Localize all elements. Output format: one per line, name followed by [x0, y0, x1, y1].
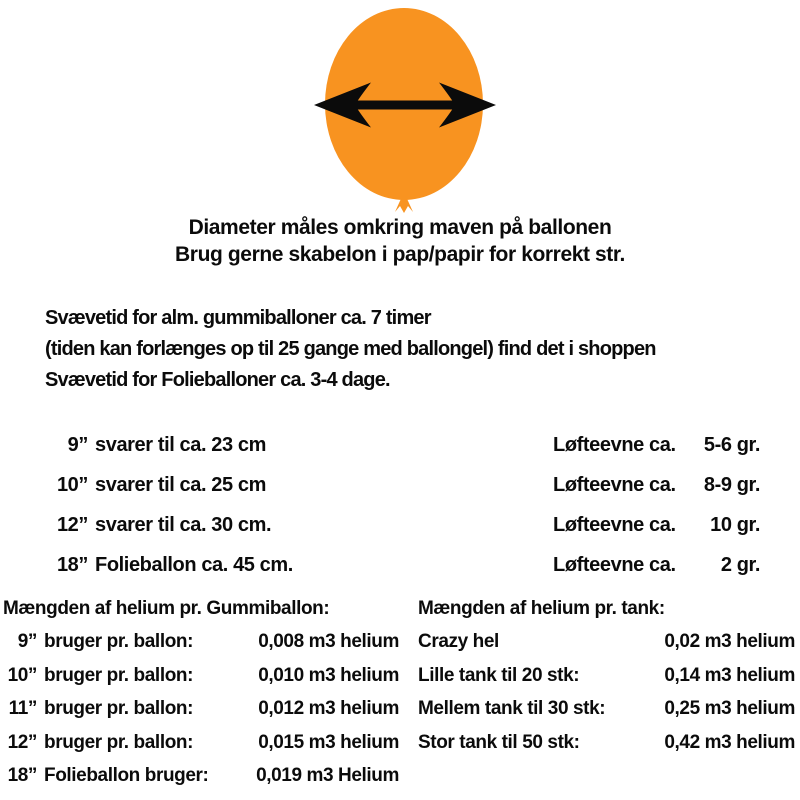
balloon-size: 10” — [7, 664, 37, 686]
balloon-figure — [0, 0, 800, 215]
lift-capacity — [553, 545, 760, 585]
size-label: svarer til ca. 23 cm — [95, 434, 267, 456]
row-label: bruger pr. ballon: — [44, 664, 194, 686]
balloon-size: 10” — [56, 474, 88, 496]
helium-amount: 0,14 m3 helium — [664, 664, 795, 686]
helium-amount: 0,25 m3 helium — [664, 698, 795, 720]
size-row — [50, 505, 760, 545]
lift-value: 5-6 gr. — [703, 434, 760, 456]
caption-line-2: Brug gerne skabelon i pap/papir for korrekt str. — [175, 243, 625, 266]
balloon-size: 12” — [7, 731, 37, 753]
helium-tank-row — [418, 692, 795, 725]
float-info-line: (tiden kan forlænges op til 25 gange med ballongel) find det i shoppen — [45, 338, 656, 360]
lift-value: 2 gr. — [720, 554, 760, 576]
helium-tank-row — [418, 659, 795, 692]
size-row — [50, 425, 760, 465]
balloon-size: 12” — [56, 514, 88, 536]
lift-value: 8-9 gr. — [703, 474, 760, 496]
helium-amount: 0,015 m3 helium — [258, 731, 399, 753]
helium-amount: 0,42 m3 helium — [664, 731, 795, 753]
lift-label: Løfteevne ca. — [553, 554, 676, 576]
caption — [0, 214, 800, 268]
lift-capacity — [553, 505, 760, 545]
helium-tank-row — [418, 625, 795, 658]
float-info-line: Svævetid for alm. gummiballoner ca. 7 timer — [45, 307, 431, 329]
balloon-size: 9” — [17, 631, 37, 653]
size-lift-table — [50, 425, 760, 585]
balloon-size: 18” — [56, 554, 88, 576]
helium-balloon-row — [3, 659, 399, 692]
lift-label: Løfteevne ca. — [553, 434, 676, 456]
size-label: Folieballon ca. 45 cm. — [95, 554, 293, 576]
lift-capacity — [553, 425, 760, 465]
helium-amount: 0,012 m3 helium — [258, 698, 399, 720]
helium-amount: 0,019 m3 Helium — [256, 765, 399, 787]
helium-amount: 0,010 m3 helium — [258, 664, 399, 686]
size-label: svarer til ca. 30 cm. — [95, 514, 272, 536]
row-label: bruger pr. ballon: — [44, 731, 194, 753]
helium-balloon-row — [3, 759, 399, 792]
section-title: Mængden af helium pr. Gummiballon: — [3, 598, 330, 619]
tank-label: Stor tank til 50 stk: — [418, 731, 580, 753]
float-time-info — [45, 303, 656, 396]
lift-value: 10 gr. — [710, 514, 760, 536]
helium-per-tank-section — [418, 592, 795, 759]
helium-balloon-row — [3, 625, 399, 658]
helium-per-balloon-section — [3, 592, 399, 792]
size-row — [50, 545, 760, 585]
size-label: svarer til ca. 25 cm — [95, 474, 267, 496]
balloon-size: 9” — [67, 434, 88, 456]
tank-label: Lille tank til 20 stk: — [418, 664, 580, 686]
row-label: Folieballon bruger: — [44, 765, 209, 787]
lift-label: Løfteevne ca. — [553, 474, 676, 496]
size-row — [50, 465, 760, 505]
lift-label: Løfteevne ca. — [553, 514, 676, 536]
helium-balloon-row — [3, 726, 399, 759]
lift-capacity — [553, 465, 760, 505]
float-info-line: Svævetid for Folieballoner ca. 3-4 dage. — [45, 369, 390, 391]
balloon-size: 11” — [8, 698, 37, 720]
helium-balloon-row — [3, 692, 399, 725]
helium-amount: 0,008 m3 helium — [258, 631, 399, 653]
helium-tank-row — [418, 726, 795, 759]
helium-amount: 0,02 m3 helium — [664, 631, 795, 653]
tank-label: Crazy hel — [418, 631, 499, 653]
balloon-size: 18” — [7, 765, 37, 787]
caption-line-1: Diameter måles omkring maven på ballonen — [188, 216, 612, 239]
row-label: bruger pr. ballon: — [44, 698, 194, 720]
section-title: Mængden af helium pr. tank: — [418, 598, 665, 619]
row-label: bruger pr. ballon: — [44, 631, 194, 653]
tank-label: Mellem tank til 30 stk: — [418, 698, 606, 720]
